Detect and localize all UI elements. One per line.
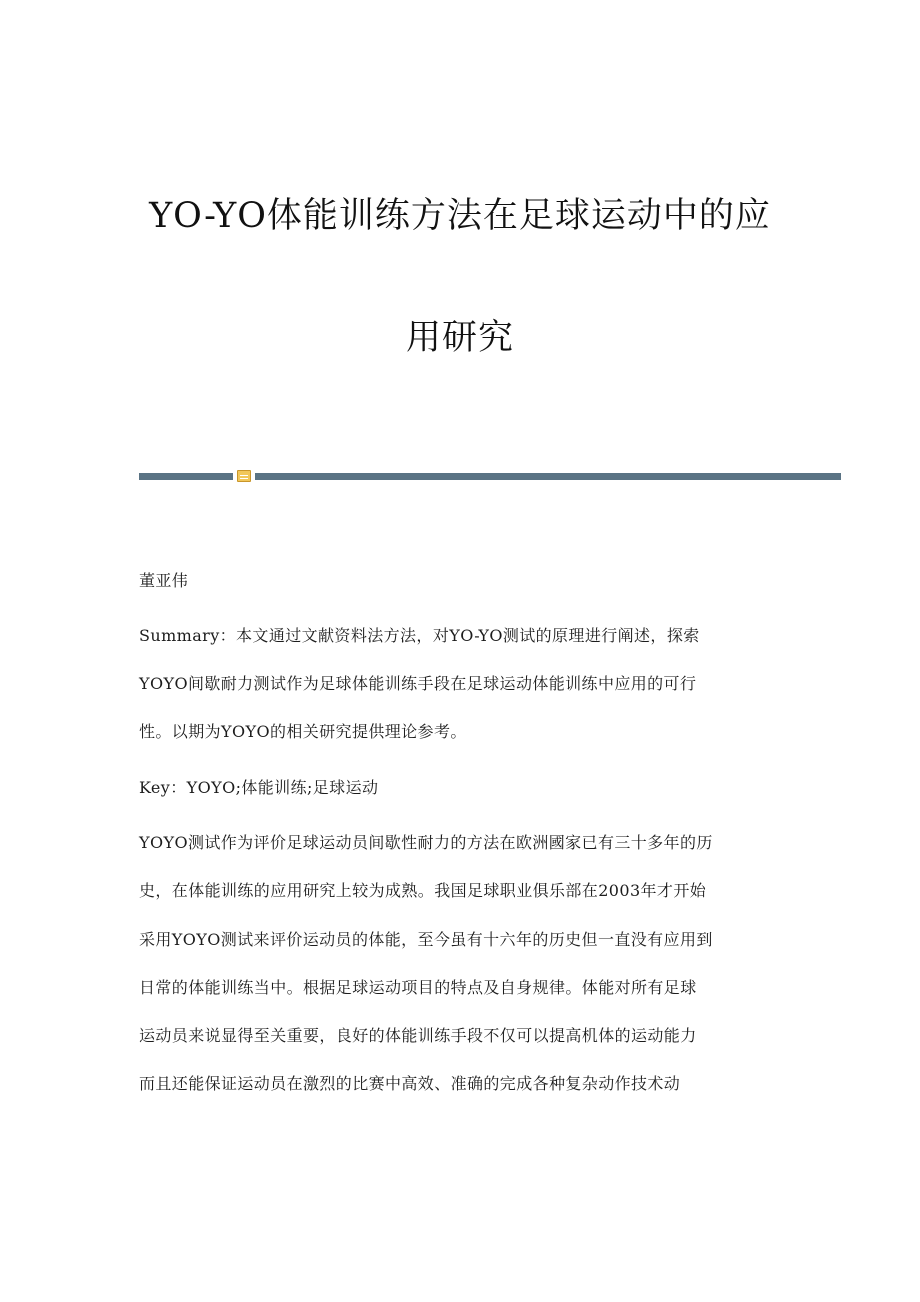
divider-bar-left bbox=[139, 473, 233, 480]
document-emblem-icon bbox=[237, 470, 251, 482]
body-line-4: 日常的体能训练当中。根据足球运动项目的特点及自身规律。体能对所有足球 bbox=[139, 978, 697, 997]
title-divider bbox=[139, 470, 841, 482]
body-line-5: 运动员来说显得至关重要，良好的体能训练手段不仅可以提高机体的运动能力 bbox=[139, 1026, 697, 1045]
body-line-3: 采用YOYO测试来评价运动员的体能，至今虽有十六年的历史但一直没有应用到 bbox=[139, 930, 713, 949]
author-name: 董亚伟 bbox=[139, 571, 189, 590]
summary-line-2: YOYO间歇耐力测试作为足球体能训练手段在足球运动体能训练中应用的可行 bbox=[139, 674, 697, 693]
body-line-6: 而且还能保证运动员在激烈的比赛中高效、准确的完成各种复杂动作技术动 bbox=[139, 1074, 681, 1093]
body-line-2: 史，在体能训练的应用研究上较为成熟。我国足球职业俱乐部在2003年才开始 bbox=[139, 881, 707, 900]
divider-bar-right bbox=[255, 473, 841, 480]
document-title-line-2: 用研究 bbox=[405, 318, 514, 358]
body-line-1: YOYO测试作为评价足球运动员间歇性耐力的方法在欧洲國家已有三十多年的历 bbox=[139, 833, 713, 852]
keywords-line: Key：YOYO;体能训练;足球运动 bbox=[139, 778, 379, 797]
summary-line-3: 性。以期为YOYO的相关研究提供理论参考。 bbox=[139, 722, 467, 741]
summary-line-1: Summary：本文通过文献资料法方法，对YO-YO测试的原理进行阐述，探索 bbox=[139, 626, 700, 645]
document-title-line-1: YO-YO体能训练方法在足球运动中的应 bbox=[149, 196, 771, 236]
